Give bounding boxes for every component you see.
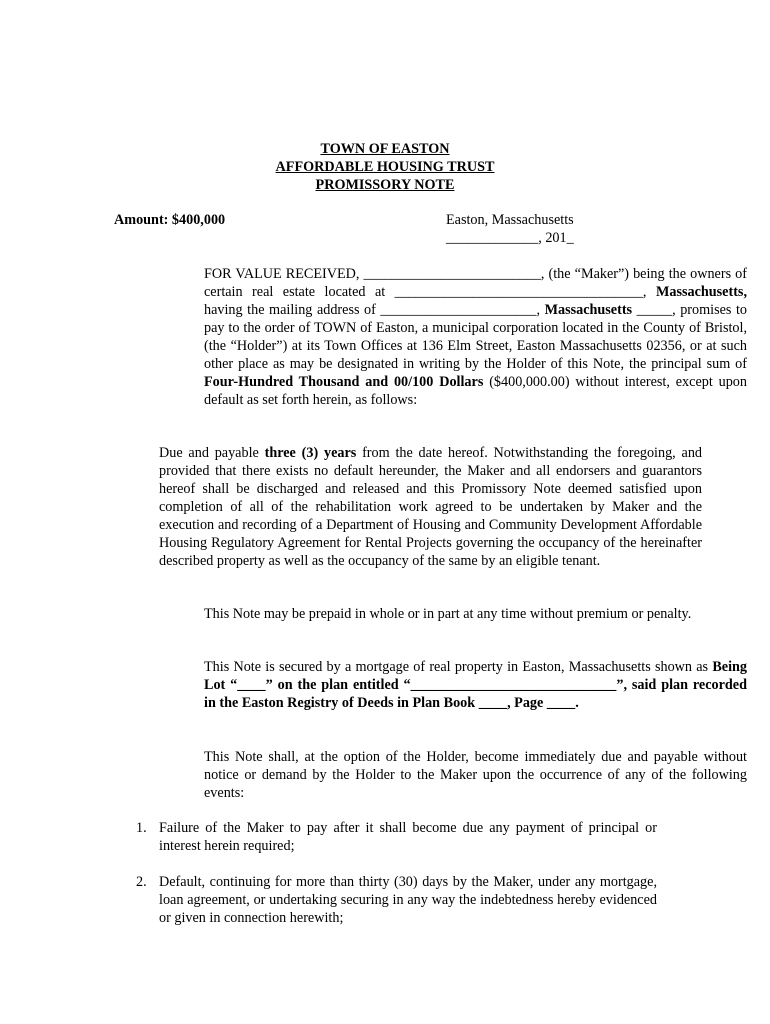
- event-number: 2.: [136, 874, 147, 890]
- date-line: _____________, 201_: [446, 230, 574, 246]
- paragraph-maker-promise: [114, 265, 747, 409]
- list-item: [114, 819, 657, 855]
- paragraph-due-payable: [114, 444, 702, 570]
- para2-text-1: Due and payable: [159, 445, 259, 461]
- heading-town: TOWN OF EASTON: [320, 141, 450, 157]
- paragraph-acceleration: This Note shall, at the option of the Holder, become immediately due and payable without notice or demand by the Holder to the Maker upon the occurrence of any of the following events:: [204, 749, 747, 801]
- para1-text-2: having the mailing address of ______________________,: [204, 302, 541, 318]
- document-heading: [0, 140, 770, 194]
- events-list: [114, 819, 657, 927]
- list-item: [114, 873, 657, 927]
- para1-text-3: _____, promises to pay to the order of TOWN of Easton, a municipal corporation located in the County of Bristol, (the “Holder”) at its Town Offices at 136 Elm Street, Easton Massachusetts 02356, or at such other place as may be designated in writing by the Holder of this Note, the principal sum of: [204, 302, 748, 372]
- para1-text-1: FOR VALUE RECEIVED, _________________________, (the “Maker”) being the owners of certain real estate located at ___________________________________,: [204, 266, 747, 300]
- para4-bold-1: Being Lot “____” on the plan entitled “_____________________________”, said plan recorded in the Easton Registry of Deeds in Plan Book ____, Page ____.: [204, 659, 747, 711]
- para1-bold-1: Massachusetts,: [655, 284, 747, 300]
- para1-bold-3: Four-Hundred Thousand and 00/100 Dollars: [204, 374, 484, 390]
- event-text: Default, continuing for more than thirty (30) days by the Maker, under any mortgage, loan agreement, or undertaking securing in any way the indebtedness hereby evidenced or given in connection herewith;: [159, 874, 657, 926]
- para1-text-4: ($400,000.00) without interest, except upon default as set forth herein, as follows:: [204, 374, 747, 408]
- heading-note-title: PROMISSORY NOTE: [315, 177, 455, 193]
- paragraph-mortgage-security: [114, 658, 747, 712]
- heading-trust: AFFORDABLE HOUSING TRUST: [275, 159, 495, 175]
- para1-bold-2: Massachusetts: [544, 302, 633, 318]
- amount-label: Amount: $400,000: [114, 212, 226, 228]
- event-number: 1.: [136, 820, 147, 836]
- place-label: Easton, Massachusetts: [446, 212, 574, 228]
- paragraph-prepayment: This Note may be prepaid in whole or in part at any time without premium or penalty.: [204, 606, 692, 622]
- para4-text-1: This Note is secured by a mortgage of real property in Easton, Massachusetts shown as: [204, 659, 709, 675]
- para2-text-2: from the date hereof. Notwithstanding the foregoing, and provided that there exists no default hereunder, the Maker and all endorsers and guarantors hereof shall be discharged and released and this Promissory Note deemed satisfied upon completion of all of the rehabilitation work agreed to be undertaken by Maker and the execution and recording of a Department of Housing and Community Development Affordable Housing Regulatory Agreement for Rental Projects governing the occupancy of the hereinafter described property as well as the occupancy of the same by an eligible tenant.: [159, 445, 703, 569]
- event-text: Failure of the Maker to pay after it shall become due any payment of principal or interest herein required;: [159, 820, 657, 854]
- para2-bold-1: three (3) years: [264, 445, 357, 461]
